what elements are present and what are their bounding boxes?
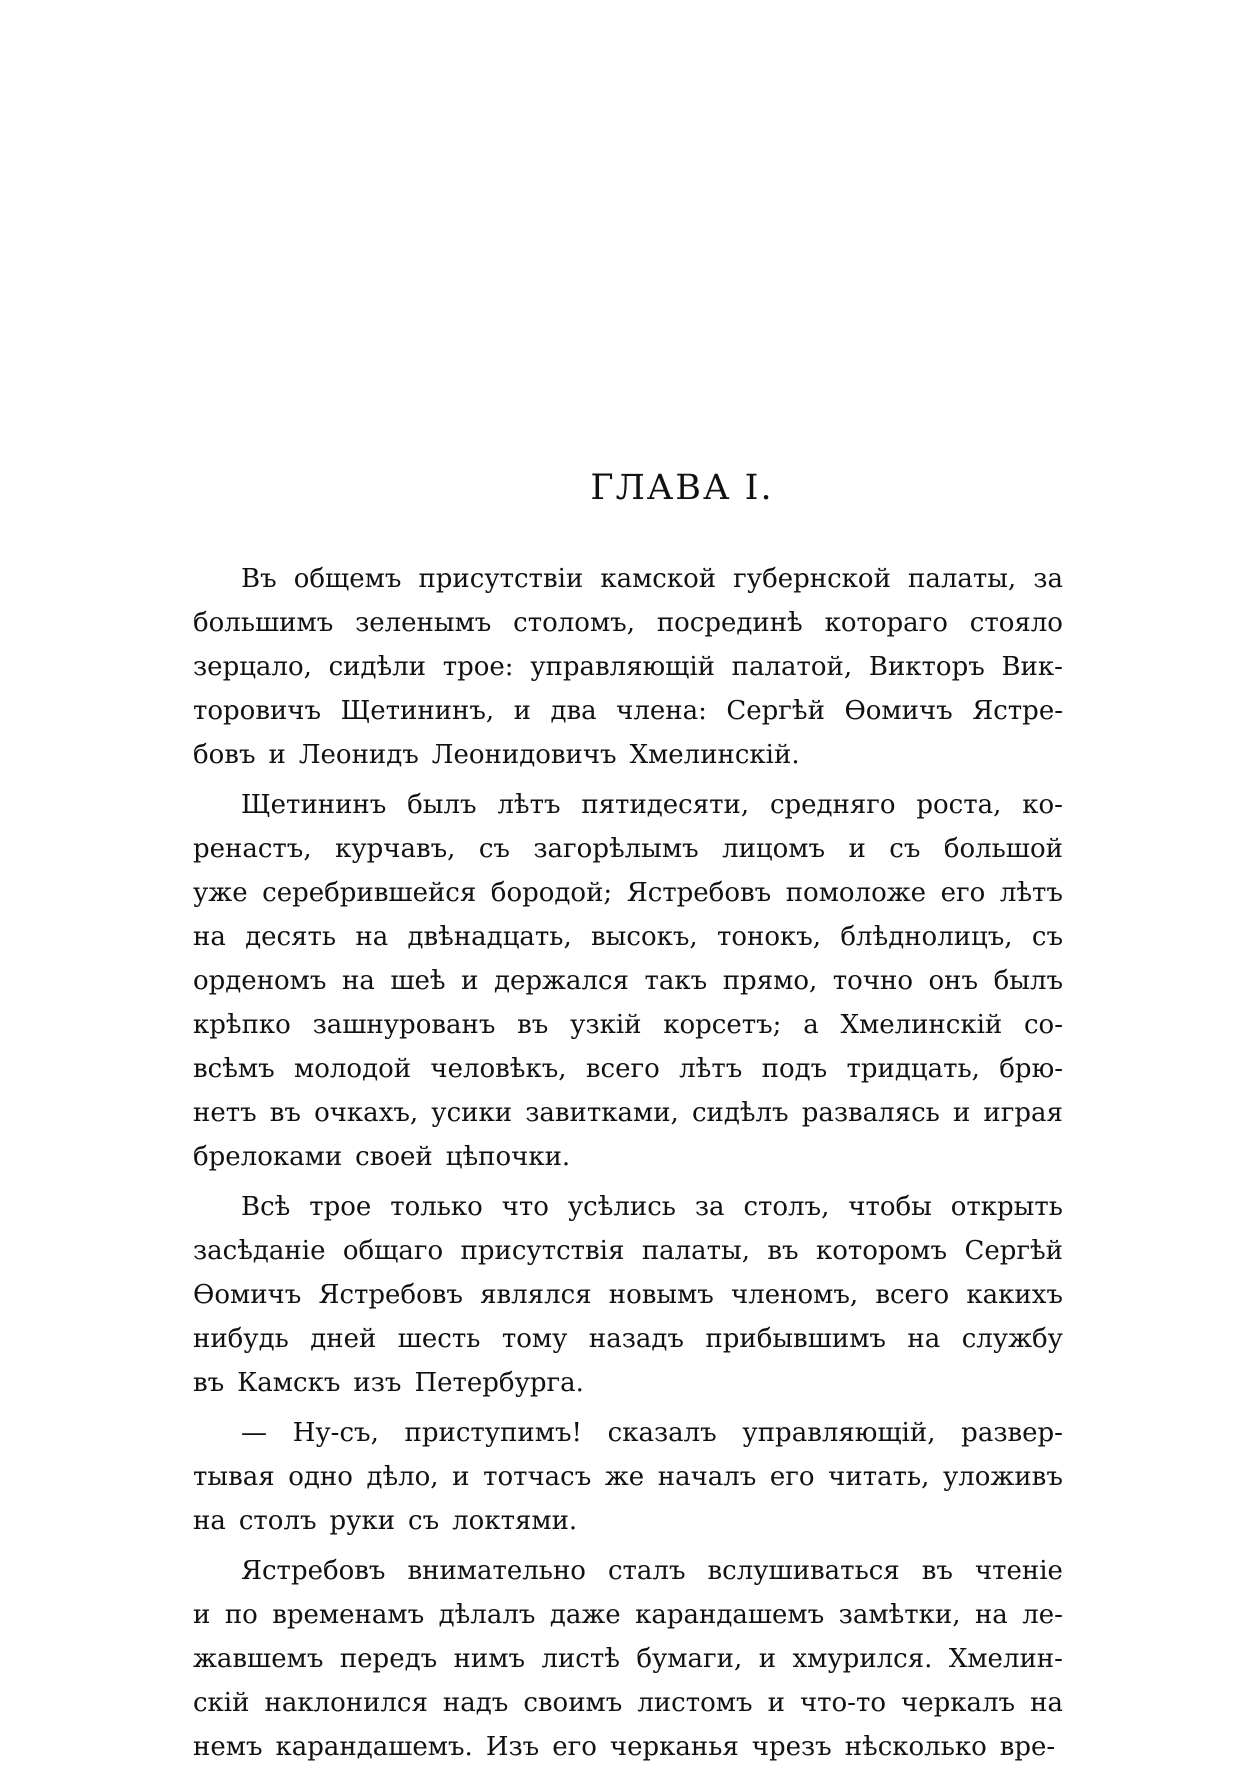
text-line: брелоками своей цѣпочки.: [193, 1142, 571, 1172]
text-line: жавшемъ передъ нимъ листѣ бумаги, и хмурился. Хмелин-: [193, 1644, 1063, 1674]
text-line: нетъ въ очкахъ, усики завитками, сидѣлъ развалясь и играя: [193, 1098, 1063, 1128]
text-line: Въ общемъ присутствіи камской губернской палаты, за: [241, 564, 1063, 594]
text-line: въ Камскъ изъ Петербурга.: [193, 1368, 584, 1398]
text-line: орденомъ на шеѣ и держался такъ прямо, точно онъ былъ: [193, 966, 1063, 996]
paragraph: [193, 1549, 1063, 1769]
chapter-title: ГЛАВА I.: [590, 468, 774, 508]
text-line: тывая одно дѣло, и тотчасъ же началъ его читать, уложивъ: [193, 1462, 1063, 1492]
paragraph: [193, 557, 1063, 777]
text-line: всѣмъ молодой человѣкъ, всего лѣтъ подъ тридцать, брю-: [193, 1054, 1063, 1084]
text-line: и по временамъ дѣлалъ даже карандашемъ замѣтки, на ле-: [193, 1600, 1063, 1630]
text-line: торовичъ Щетининъ, и два члена: Сергѣй Ѳомичъ Ястре-: [193, 696, 1063, 726]
text-line: Ѳомичъ Ястребовъ являлся новымъ членомъ, всего какихъ: [193, 1280, 1063, 1310]
text-line: нибудь дней шесть тому назадъ прибывшимъ на службу: [193, 1324, 1063, 1354]
paragraph: [193, 783, 1063, 1179]
text-line: на десять на двѣнадцать, высокъ, тонокъ, блѣднолицъ, съ: [193, 922, 1063, 952]
chapter-text: [193, 557, 1063, 1769]
text-line: зерцало, сидѣли трое: управляющій палатой, Викторъ Вик-: [193, 652, 1063, 682]
paragraph: [193, 1411, 1063, 1543]
text-line: Щетининъ былъ лѣтъ пятидесяти, средняго роста, ко-: [241, 790, 1063, 820]
text-line: большимъ зеленымъ столомъ, посрединѣ котораго стояло: [193, 608, 1063, 638]
text-line: на столъ руки съ локтями.: [193, 1506, 578, 1536]
text-line: ренастъ, курчавъ, съ загорѣлымъ лицомъ и съ большой: [193, 834, 1063, 864]
text-line: крѣпко зашнурованъ въ узкій корсетъ; а Хмелинскій со-: [193, 1010, 1063, 1040]
paragraph: [193, 1185, 1063, 1405]
text-line: — Ну-съ, приступимъ! сказалъ управляющій, развер-: [241, 1418, 1063, 1448]
text-line: уже серебрившейся бородой; Ястребовъ помоложе его лѣтъ: [193, 878, 1063, 908]
text-line: бовъ и Леонидъ Леонидовичъ Хмелинскій.: [193, 740, 800, 770]
text-line: немъ карандашемъ. Изъ его черканья чрезъ нѣсколько вре-: [193, 1732, 1056, 1762]
text-line: скій наклонился надъ своимъ листомъ и что-то черкалъ на: [193, 1688, 1063, 1718]
text-line: засѣданіе общаго присутствія палаты, въ которомъ Сергѣй: [193, 1236, 1063, 1266]
text-line: Ястребовъ внимательно сталъ вслушиваться въ чтеніе: [241, 1556, 1063, 1586]
text-line: Всѣ трое только что усѣлись за столъ, чтобы открыть: [241, 1192, 1063, 1222]
